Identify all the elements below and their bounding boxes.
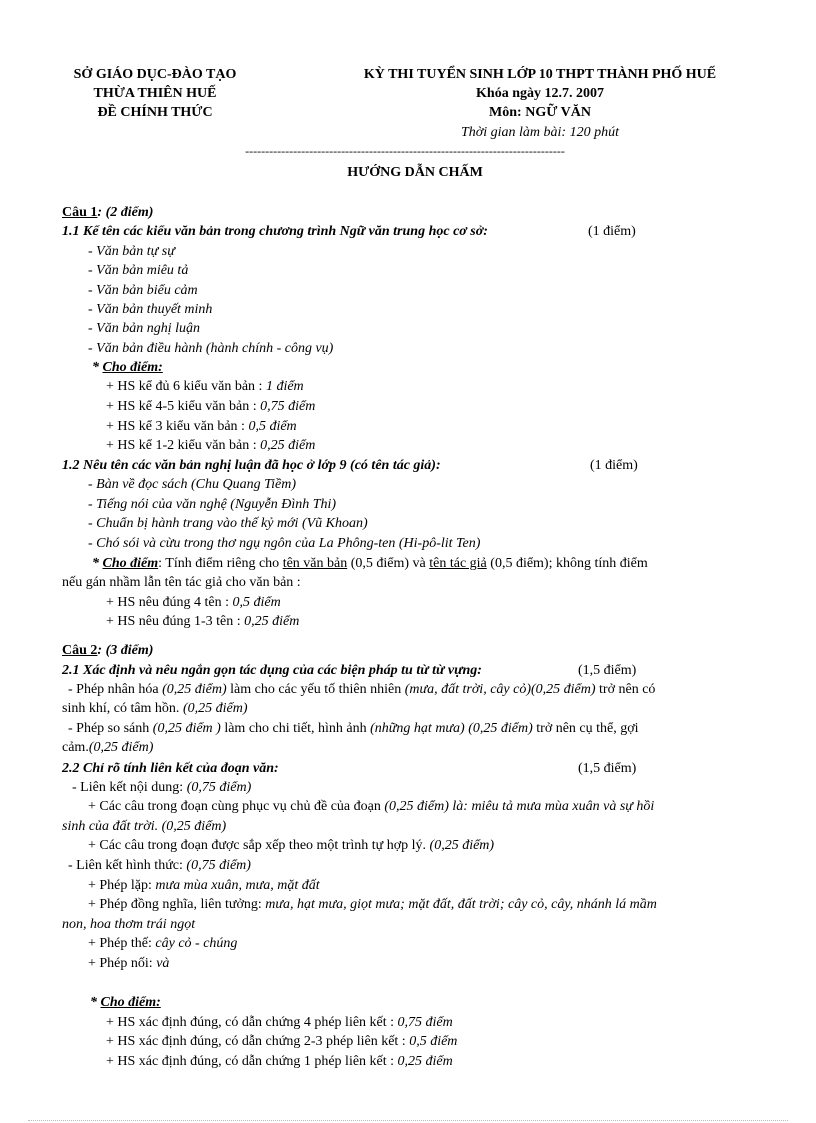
list-item: - Văn bản miêu tả	[88, 263, 189, 278]
score-line: + HS nêu đúng 4 tên : 0,5 điểm	[106, 595, 281, 610]
q1-1-points: (1 điểm)	[588, 224, 636, 239]
q2-2-form-cohesion: - Liên kết hình thức: (0,75 điểm)	[68, 858, 251, 873]
list-item: - Văn bản tự sự	[88, 244, 175, 259]
q2-2-f2: + Phép đồng nghĩa, liên tưởng: mưa, hạt mưa, giọt mưa; mặt đất, đất trời; cây cỏ, cây, nhánh lá mầm	[88, 897, 657, 912]
q2-2-f4: + Phép nối: và	[88, 956, 170, 971]
score-line: + HS kể đủ 6 kiểu văn bản : 1 điểm	[106, 379, 304, 394]
q2-2-points: (1,5 điểm)	[578, 761, 637, 776]
q2-1-points: (1,5 điểm)	[578, 663, 637, 678]
q2-1-para1-cont: sinh khí, có tâm hồn. (0,25 điểm)	[62, 701, 248, 716]
q2-2-c1-point1: + Các câu trong đoạn cùng phục vụ chủ đề của đoạn (0,25 điểm) là: miêu tả mưa mùa xuân và sự hồi	[88, 799, 655, 814]
exam-date: Khóa ngày 12.7. 2007	[476, 86, 604, 101]
q2-2-score-label: * Cho điểm:	[90, 995, 161, 1010]
score-line: + HS xác định đúng, có dẫn chứng 2-3 phép liên kết : 0,5 điểm	[106, 1034, 458, 1049]
exam-title: KỲ THI TUYỂN SINH LỚP 10 THPT THÀNH PHỐ HUẾ	[363, 67, 717, 82]
score-line: + HS xác định đúng, có dẫn chứng 1 phép liên kết : 0,25 điểm	[106, 1054, 453, 1069]
exam-time: Thời gian làm bài: 120 phút	[461, 125, 619, 140]
page-edge-divider	[28, 1120, 788, 1121]
q2-points: : (3 điểm)	[97, 643, 154, 658]
q1-2-title: 1.2 Nêu tên các văn bản nghị luận đã học ở lớp 9 (có tên tác giả):	[62, 458, 441, 473]
q2-2-f2-cont: non, hoa thơm trái ngọt	[62, 917, 196, 932]
header-divider: --------------------------------------------------------------------------------	[245, 144, 565, 158]
dept-name: SỞ GIÁO DỤC-ĐÀO TẠO	[73, 67, 237, 82]
q1-1-title: 1.1 Kể tên các kiểu văn bản trong chương trình Ngữ văn trung học cơ sở:	[62, 224, 488, 239]
list-item: - Chuẩn bị hành trang vào thế kỷ mới (Vũ Khoan)	[88, 516, 368, 531]
q2-1-para2: - Phép so sánh (0,25 điểm ) làm cho chi tiết, hình ảnh (những hạt mưa) (0,25 điểm) trở nên cụ thể, gợi	[68, 721, 639, 736]
q1-label: Câu 1	[62, 205, 98, 220]
score-line: + HS xác định đúng, có dẫn chứng 4 phép liên kết : 0,75 điểm	[106, 1015, 453, 1030]
province-name: THỪA THIÊN HUẾ	[93, 86, 217, 101]
official-label: ĐỀ CHÍNH THỨC	[97, 105, 213, 120]
list-item: - Văn bản biểu cảm	[88, 283, 198, 298]
score-line: + HS nêu đúng 1-3 tên : 0,25 điểm	[106, 614, 300, 629]
q1-heading	[62, 204, 153, 221]
q2-heading	[62, 642, 153, 659]
q1-points: : (2 điểm)	[97, 205, 154, 220]
q2-2-f3: + Phép thế: cây cỏ - chúng	[88, 936, 238, 951]
q1-2-points: (1 điểm)	[590, 458, 638, 473]
exam-subject: Môn: NGỮ VĂN	[489, 105, 591, 120]
q2-1-title: 2.1 Xác định và nêu ngắn gọn tác dụng của các biện pháp tu từ từ vựng:	[62, 663, 482, 678]
q1-1-score-label: * Cho điểm:	[92, 360, 163, 375]
list-item: - Bàn về đọc sách (Chu Quang Tiềm)	[88, 477, 297, 492]
q2-1-para2-cont: cảm.(0,25 điểm)	[62, 740, 154, 755]
score-line: + HS kể 3 kiểu văn bản : 0,5 điểm	[106, 419, 297, 434]
score-line: + HS kể 4-5 kiểu văn bản : 0,75 điểm	[106, 399, 316, 414]
doc-title: HƯỚNG DẪN CHẤM	[347, 165, 483, 180]
q2-2-c1-point1-cont: sinh của đất trời. (0,25 điểm)	[62, 819, 227, 834]
q2-2-content-cohesion: - Liên kết nội dung: (0,75 điểm)	[72, 780, 252, 795]
list-item: - Văn bản thuyết minh	[88, 302, 213, 317]
q2-2-c1-point2: + Các câu trong đoạn được sắp xếp theo một trình tự hợp lý. (0,25 điểm)	[88, 838, 495, 853]
list-item: - Tiếng nói của văn nghệ (Nguyễn Đình Thi)	[88, 497, 337, 512]
q2-1-para1: - Phép nhân hóa (0,25 điểm) làm cho các yếu tố thiên nhiên (mưa, đất trời, cây cỏ)(0,25 điểm) trở nên có	[68, 682, 656, 697]
q2-2-f1: + Phép lặp: mưa mùa xuân, mưa, mặt đất	[88, 878, 320, 893]
q2-label: Câu 2	[62, 643, 98, 658]
list-item: - Văn bản điều hành (hành chính - công vụ)	[88, 341, 334, 356]
list-item: - Chó sói và cừu trong thơ ngụ ngôn của La Phông-ten (Hi-pô-lit Ten)	[88, 536, 481, 551]
q2-2-title: 2.2 Chỉ rõ tính liên kết của đoạn văn:	[62, 761, 279, 776]
q1-2-score-rule-cont: nếu gán nhầm lẫn tên tác giả cho văn bản :	[62, 575, 301, 590]
score-line: + HS kể 1-2 kiểu văn bản : 0,25 điểm	[106, 438, 316, 453]
q1-2-score-rule: * Cho điểm: Tính điểm riêng cho tên văn bản (0,5 điểm) và tên tác giả (0,5 điểm); không tính điểm	[92, 556, 648, 571]
list-item: - Văn bản nghị luận	[88, 321, 200, 336]
